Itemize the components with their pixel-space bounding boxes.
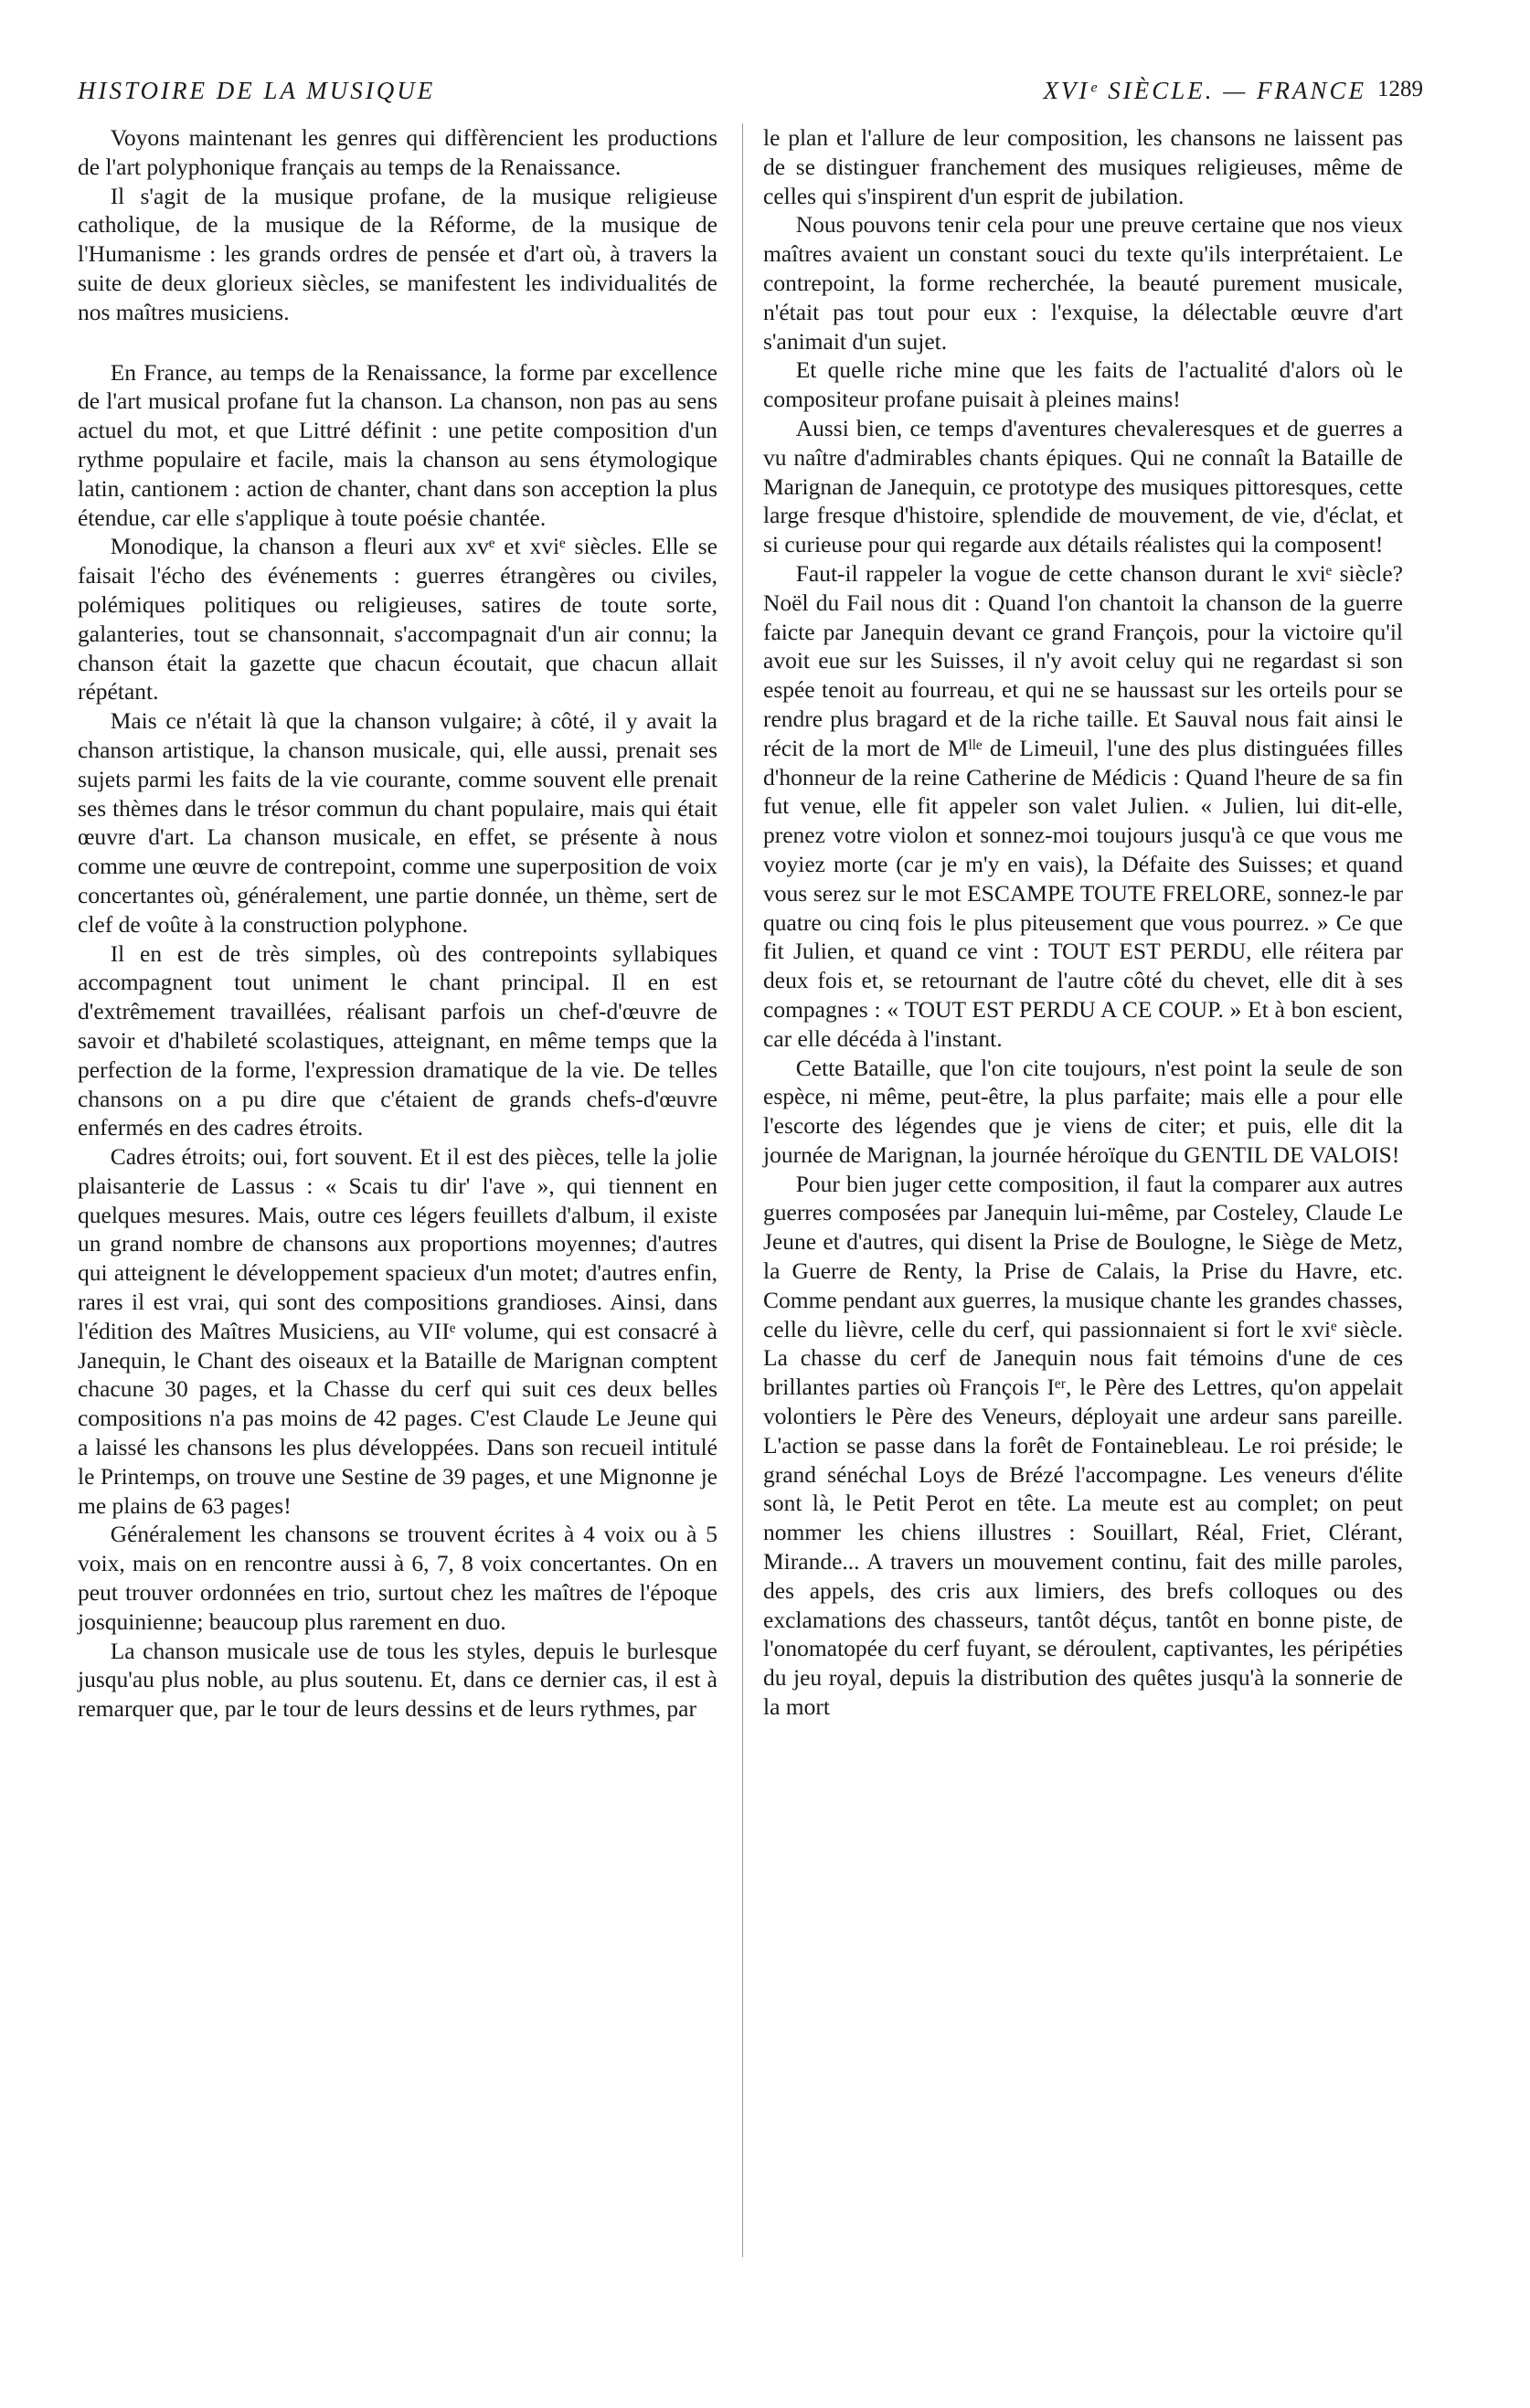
left-column <box>78 123 717 1724</box>
header-book-title: HISTOIRE DE LA MUSIQUE <box>78 77 436 104</box>
paragraph: Cette Bataille, que l'on cite toujours, n'est point la seule de son espèce, ni même, peut-être, la plus parfaite; mais elle a pour elle l'escorte des légendes que je viens de citer; et puis, elle dit la journée de Marignan, la journée héroïque du GENTIL DE VALOIS! <box>763 1054 1403 1168</box>
paragraph: Nous pouvons tenir cela pour une preuve certaine que nos vieux maîtres avaient un constant souci du texte qu'ils interprétaient. Le contrepoint, la forme recherchée, la beauté purement musicale, n'était pas tout pour eux : l'exquise, la délectable œuvre d'art s'animait d'un sujet. <box>763 211 1403 355</box>
paragraph: Pour bien juger cette composition, il faut la comparer aux autres guerres composées par Janequin lui-même, par Costeley, Claude Le Jeune et d'autres, qui disent la Prise de Boulogne, le Siège de Metz, la Guerre de Renty, la Prise de Calais, la Prise du Havre, etc. Comme pendant aux guerres, la musique chante les grandes chasses, celle du lièvre, celle du cerf, qui passionnaient si fort le xviᵉ siècle. La chasse du cerf de Janequin nous fait témoins d'une de ces brillantes parties où François Iᵉʳ, le Père des Lettres, qu'on appelait volontiers le Père des Veneurs, déployait une ardeur sans pareille. L'action se passe dans la forêt de Fontainebleau. Le roi préside; le grand sénéchal Loys de Brézé l'accompagne. Les veneurs d'élite sont là, le Petit Perot en tête. La meute est au complet; on peut nommer les chiens illustres : Souillart, Réal, Friet, Clérant, Mirande... A travers un mouvement continu, fait des mille paroles, des appels, des cris aux limiers, des brefs colloques ou des exclamations des chasseurs, tantôt déçus, tantôt en bonne piste, de l'onomatopée du cerf fuyant, se déroulent, captivantes, les péripéties du jeu royal, depuis la distribution des quêtes jusqu'à la sonnerie de la mort <box>763 1170 1403 1721</box>
paragraph: Et quelle riche mine que les faits de l'actualité d'alors où le compositeur profane puisait à pleines mains! <box>763 356 1403 413</box>
paragraph: Mais ce n'était là que la chanson vulgaire; à côté, il y avait la chanson artistique, la chanson musicale, qui, elle aussi, prenait ses sujets parmi les faits de la vie courante, comme souvent elle prenait ses thèmes dans le trésor commun du chant populaire, mais qui était œuvre d'art. La chanson musicale, en effet, se présente à nous comme une œuvre de contrepoint, comme une superposition de voix concertantes où, généralement, une partie donnée, un thème, sert de clef de voûte à la construction polyphone. <box>78 707 717 938</box>
right-column <box>763 123 1403 1722</box>
paragraph: Généralement les chansons se trouvent écrites à 4 voix ou à 5 voix, mais on en rencontre aussi à 6, 7, 8 voix concertantes. On en peut trouver ordonnées en trio, surtout chez les maîtres de l'époque josquinienne; beaucoup plus rarement en duo. <box>78 1521 717 1635</box>
paragraph: Monodique, la chanson a fleuri aux xvᵉ et xviᵉ siècles. Elle se faisait l'écho des événements : guerres étrangères ou civiles, polémiques politiques ou religieuses, satires de toute sorte, galanteries, tout se chansonnait, s'accompagnait d'un air connu; la chanson était la gazette que chacun écoutait, que chacun allait répétant. <box>78 533 717 705</box>
header-section-title: XVIᵉ SIÈCLE. — FRANCE <box>1043 77 1366 104</box>
paragraph: Faut-il rappeler la vogue de cette chanson durant le xviᵉ siècle? Noël du Fail nous dit : Quand l'on chantoit la chanson de la guerre faicte par Janequin devant ce grand François, pour la victoire qu'il avoit eue sur les Suisses, il n'y avoit celuy qui ne regardast si son espée tenoit au fourreau, et qui ne se haussast sur les orteils pour se rendre plus bragard et de la riche taille. Et Sauval nous fait ainsi le récit de la mort de Mˡˡᵉ de Limeuil, l'une des plus distinguées filles d'honneur de la reine Catherine de Médicis : Quand l'heure de sa fin fut venue, elle fit appeler son valet Julien. « Julien, lui dit-elle, prenez votre violon et sonnez-moi toujours jusqu'à ce que vous me voyiez morte (car je m'y en vais), la Défaite des Suisses; et quand vous serez sur le mot ESCAMPE TOUTE FRELORE, sonnez-le par quatre ou cinq fois le plus piteusement que vous pourrez. » Ce que fit Julien, et quand ce vint : TOUT EST PERDU, elle réitera par deux fois et, se retournant de l'autre côté du chevet, elle dit à ses compagnes : « TOUT EST PERDU A CE COUP. » Et à bon escient, car elle décéda à l'instant. <box>763 559 1403 1052</box>
paragraph: le plan et l'allure de leur composition, les chansons ne laissent pas de se distinguer franchement des musiques religieuses, même de celles qui s'inspirent d'un esprit de jubilation. <box>763 124 1403 209</box>
paragraph: Il en est de très simples, où des contrepoints syllabiques accompagnent tout uniment le chant principal. Il en est d'extrêmement travaillées, réalisant parfois un chef-d'œuvre de savoir et d'habileté scolastiques, atteignant, en même temps que la perfection de la forme, l'expression dramatique de la vie. De telles chansons on a pu dire que c'étaient de grands chefs-d'œuvre enfermés en des cadres étroits. <box>78 939 717 1141</box>
paragraph: La chanson musicale use de tous les styles, depuis le burlesque jusqu'au plus noble, au plus soutenu. Et, dans ce dernier cas, il est à remarquer que, par le tour de leurs dessins et de leurs rythmes, par <box>78 1637 717 1723</box>
column-divider <box>742 123 743 2257</box>
paragraph: Aussi bien, ce temps d'aventures chevaleresques et de guerres a vu naître d'admirables chants épiques. Qui ne connaît la Bataille de Marignan de Janequin, ce prototype des musiques pittoresques, cette large fresque d'histoire, splendide de mouvement, de vie, d'éclat, et si curieuse pour qui regarde aux détails réalistes qui la composent! <box>763 414 1403 558</box>
paragraph: En France, au temps de la Renaissance, la forme par excellence de l'art musical profane fut la chanson. La chanson, non pas au sens actuel du mot, et que Littré définit : une petite composition d'un rythme populaire et facile, mais la chanson au sens étymologique latin, cantionem : action de chanter, chant dans son acception la plus étendue, car elle s'applique à toute poésie chantée. <box>78 358 717 531</box>
page-number: 1289 <box>1377 77 1423 101</box>
paragraph: Cadres étroits; oui, fort souvent. Et il est des pièces, telle la jolie plaisanterie de Lassus : « Scais tu dir' l'ave », qui tiennent en quelques mesures. Mais, outre ces légers feuillets d'album, il existe un grand nombre de chansons aux proportions moyennes; d'autres qui atteignent le développement spacieux d'un motet; d'autres enfin, rares il est vrai, qui sont des compositions grandioses. Ainsi, dans l'édition des Maîtres Musiciens, au VIIᵉ volume, qui est consacré à Janequin, le Chant des oiseaux et la Bataille de Marignan comptent chacune 30 pages, et la Chasse du cerf qui suit ces deux belles compositions n'a pas moins de 42 pages. C'est Claude Le Jeune qui a laissé les chansons les plus développées. Dans son recueil intitulé le Printemps, on trouve une Sestine de 39 pages, et une Mignonne je me plains de 63 pages! <box>78 1143 717 1519</box>
paragraph: Voyons maintenant les genres qui diffèrencient les productions de l'art polyphonique français au temps de la Renaissance. <box>78 124 717 180</box>
running-header <box>78 77 1423 110</box>
paragraph: Il s'agit de la musique profane, de la musique religieuse catholique, de la musique de la Réforme, de la musique de l'Humanisme : les grands ordres de pensée et d'art où, à travers la suite de deux glorieux siècles, se manifestent les individualités de nos maîtres musiciens. <box>78 182 717 325</box>
